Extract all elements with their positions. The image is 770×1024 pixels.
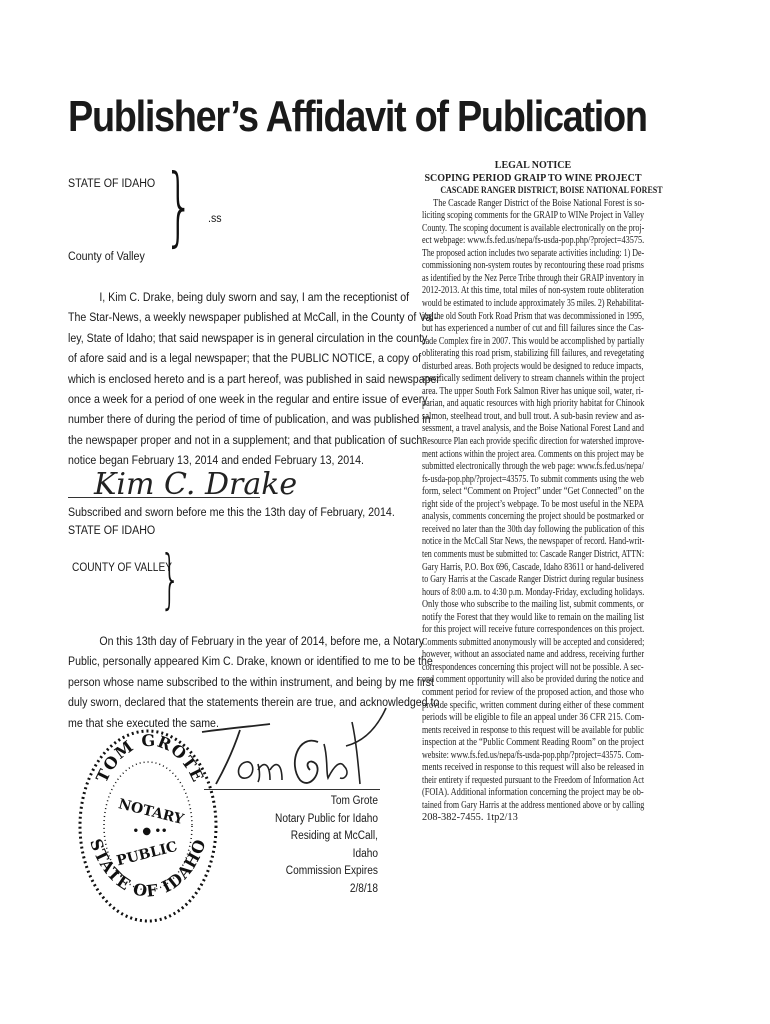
- legal-notice-line: notice in the McCall Star News, the newspaper of record. Hand-writ-: [422, 536, 645, 548]
- legal-notice-line: ond comment opportunity will also be provided during the notice and: [422, 674, 644, 686]
- legal-notice-subheading: SCOPING PERIOD GRAIP TO WINE PROJECT: [424, 172, 642, 184]
- legal-notice-line: specifically sediment delivery to stream channels within the project: [422, 373, 645, 385]
- legal-notice-line: form, select “Comment on Project” under “Get Connected” on the: [422, 486, 645, 498]
- legal-notice-line: Comments submitted anonymously will be accepted and considered;: [422, 636, 645, 648]
- affidavit-line: which is enclosed hereto and is a part hereof, was published in said newspaper: [68, 371, 440, 386]
- affidavit-line: number there of during the period of time of publication, and was published in: [68, 412, 431, 427]
- kim-drake-signature-text: Kim C. Drake: [94, 467, 298, 502]
- legal-notice-line: to Gary Harris at the Cascade Ranger District during regular business: [422, 574, 644, 586]
- legal-notice-line: provide specific, written comment during either of these comment: [422, 699, 644, 711]
- notary-info: [274, 793, 378, 898]
- legal-notice-line: fs-usda-pop.php/?project=43575. To submit comments using the web: [422, 473, 644, 485]
- legal-notice-line: County. The scoping document is available electronically on the proj-: [422, 222, 645, 234]
- legal-notice-line: for this project will receive future correspondences on this project.: [422, 624, 645, 636]
- legal-notice-line: ments received in response to this request will be available for public: [422, 724, 644, 736]
- legal-notice-line: Resource Plan each provide specific direction for watershed improve-: [422, 436, 645, 448]
- state-label: STATE OF IDAHO: [68, 176, 156, 190]
- seal-name: TOM GROTE: [92, 730, 208, 786]
- legal-notice-line: 2012-2013. At this time, total miles of non-system route obliteration: [422, 285, 644, 297]
- legal-notice-line: Only those who subscribe to the mailing list, submit comments, or: [422, 599, 644, 611]
- commission-expires: Commission Expires 2/8/18: [285, 865, 378, 895]
- legal-notice-line: tained from Gary Harris at the address mentioned above or by calling: [422, 799, 645, 811]
- legal-notice-line: disturbed areas. Both projects would be designed to reduce impacts,: [422, 360, 644, 372]
- page-title: Publisher’s Affidavit of Publication: [68, 92, 647, 141]
- legal-notice-line: ing the old South Fork Road Prism that was decommissioned in 1995,: [422, 310, 644, 322]
- legal-notice-line: parian, and aquatic resources with high priority habitat for Chinook: [422, 398, 645, 410]
- affidavit-line: ley, State of Idaho; that said newspaper is in general circulation in the county: [68, 330, 428, 345]
- seal-state: STATE OF IDAHO: [86, 836, 210, 901]
- state-label-2: STATE OF IDAHO: [68, 523, 156, 537]
- right-brace: }: [164, 156, 195, 256]
- legal-notice-line: inspection at the “Public Comment Reading Room” on the project: [422, 737, 644, 749]
- legal-notice-line: correspondences concerning this project will not be possible. A sec-: [422, 661, 644, 673]
- legal-notice-line: (FOIA). Additional information concerning the project may be ob-: [422, 787, 644, 799]
- legal-notice-line: 208-382-7455. 1tp2/13: [422, 812, 518, 824]
- notary-line: duly sworn, declared that the statements therein are true, and acknowledged to: [68, 695, 440, 710]
- affidavit-line: The Star-News, a weekly newspaper published at McCall, in the County of Val-: [68, 310, 438, 325]
- legal-notice-line: salmon, steelhead trout, and bull trout. A sub-basin review and as-: [422, 410, 645, 422]
- seal-public: PUBLIC: [114, 838, 180, 870]
- notary-line: On this 13th day of February in the year of 2014, before me, a Notary: [99, 634, 425, 648]
- legal-notice-heading: LEGAL NOTICE: [494, 160, 572, 171]
- legal-notice-line: ments received in response to this request will also be released in: [422, 762, 644, 774]
- notary-line: Public, personally appeared Kim C. Drake, known or identified to me to be the: [68, 654, 433, 669]
- notary-title: Notary Public for Idaho: [275, 812, 378, 825]
- notary-seal: [78, 728, 218, 924]
- legal-notice-line: analysis, comments concerning the project should be postmarked or: [422, 511, 644, 523]
- tom-grote-signature: [200, 700, 390, 792]
- legal-notice-line: periods will be eligible to file an appeal under 36 CFR 215. Com-: [422, 712, 645, 724]
- legal-notice-line: liciting scoping comments for the GRAIP to WINe Project in Valley: [422, 210, 645, 222]
- legal-notice-line: however, without an associated name and address, receiving further: [422, 649, 645, 661]
- legal-notice-line: submitted electronically through the web page: www.fs.fed.us/nepa/: [422, 461, 644, 473]
- legal-notice-line: obliterating this road prism, stabilizing fill failures, and revegetating: [422, 348, 645, 360]
- legal-notice-line: area. The upper South Fork Salmon River has unique soil, water, ri-: [422, 385, 644, 397]
- county-label-2: COUNTY OF VALLEY: [72, 560, 172, 574]
- legal-notice-line: right side of the project’s webpage. To be most useful in the NEPA: [422, 498, 645, 510]
- legal-notice-line: their entirety if requested pursuant to the Freedom of Information Act: [422, 774, 645, 786]
- svg-text:TOM GROTE: [92, 731, 208, 786]
- notary-residing: Residing at McCall, Idaho: [290, 830, 378, 860]
- legal-notice-body: [422, 198, 644, 825]
- notary-name: Tom Grote: [330, 795, 378, 807]
- right-brace-2: }: [160, 543, 181, 617]
- affidavit-line: I, Kim C. Drake, being duly sworn and say, I am the receptionist of: [99, 290, 410, 304]
- legal-notice-line: commissioning non-system routes by recontouring these road prisms: [422, 260, 644, 272]
- legal-notice-line: as identified by the Nez Perce Tribe through their GRAIP inventory in: [422, 272, 644, 284]
- affidavit-line: of afore said and is a legal newspaper; that the PUBLIC NOTICE, a copy of: [68, 351, 422, 366]
- subscribed-statement: Subscribed and sworn before me this the 13th day of February, 2014.: [68, 505, 395, 519]
- ss-label: .ss: [208, 211, 222, 225]
- notary-line: me that she executed the same.: [68, 715, 219, 730]
- seal-notary: NOTARY: [116, 796, 186, 828]
- legal-notice-line: cade Complex fire in 2007. This would be accomplished by partially: [422, 335, 645, 347]
- legal-notice-district: CASCADE RANGER DISTRICT, BOISE NATIONAL FOREST: [440, 185, 663, 197]
- notary-line: person whose name subscribed to the within instrument, and being by me first: [68, 674, 435, 689]
- notary-signature-line: [204, 789, 380, 790]
- legal-notice-line: The Cascade Ranger District of the Boise National Forest is so-: [433, 197, 645, 209]
- legal-notice-line: Gary Harris, P.O. Box 696, Cascade, Idaho 83611 or hand-delivered: [422, 561, 644, 573]
- affidavit-line: once a week for a period of one week in the regular and entire issue of every: [68, 392, 428, 407]
- county-label: County of Valley: [68, 249, 145, 263]
- kim-drake-signature: [90, 464, 298, 504]
- legal-notice-line: sessment, a travel analysis, and the Boise National Forest Land and: [422, 423, 644, 435]
- signature-line: [68, 497, 260, 498]
- legal-notice: [422, 160, 663, 825]
- legal-notice-line: notify the Forest that they would like to remain on the mailing list: [422, 611, 645, 623]
- legal-notice-line: website: www.fs.fed.us/nepa/fs-usda-pop.php/?project=43575. Com-: [422, 749, 644, 761]
- legal-notice-line: comment period for review of the proposed action, and those who: [422, 686, 644, 698]
- legal-notice-line: hours of 8:00 a.m. to 4:30 p.m. Monday-Friday, excluding holidays.: [422, 586, 645, 598]
- legal-notice-line: received no later than the 30th day following the publication of this: [422, 523, 645, 535]
- legal-notice-line: ment actions within the project area. Comments on this project may be: [422, 448, 644, 460]
- affidavit-line: notice began February 13, 2014 and ended February 13, 2014.: [68, 453, 364, 468]
- affidavit-paragraph: [68, 287, 440, 471]
- legal-notice-line: would be estimated to include approximately 35 miles. 2) Rehabilitat-: [422, 298, 644, 310]
- legal-notice-line: but has experienced a number of cut and fill failures since the Cas-: [422, 323, 644, 335]
- affidavit-line: the newspaper proper and not in a supplement; and that publication of such: [68, 432, 423, 447]
- legal-notice-line: ten comments must be submitted to: Cascade Ranger District, ATTN:: [422, 548, 645, 560]
- legal-notice-line: ect webpage: www.fs.fed.us/nepa/fs-usda-pop.php/?project=43575.: [422, 235, 645, 247]
- seal-dots-icon: • ● ••: [132, 826, 168, 837]
- legal-notice-line: The proposed action includes two separate activities including: 1) De-: [422, 247, 645, 259]
